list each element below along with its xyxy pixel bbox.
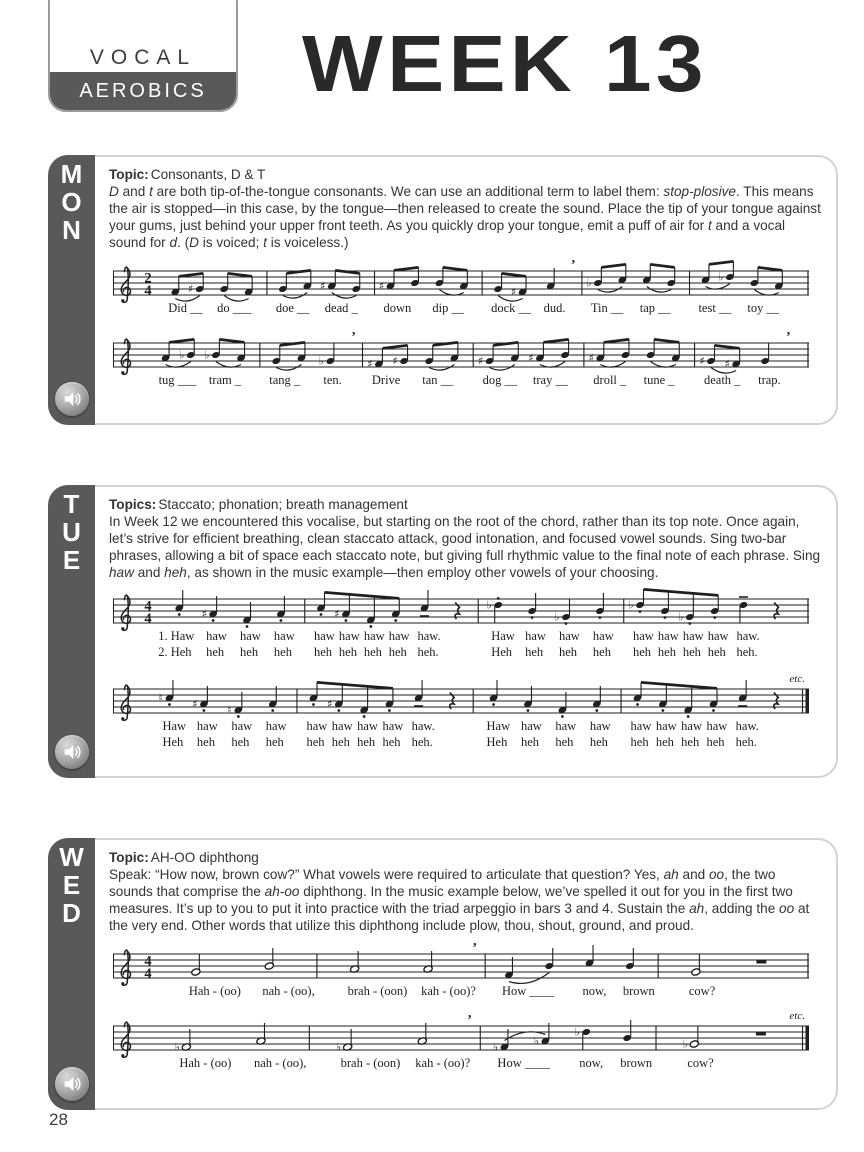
panel-monday — [48, 155, 838, 425]
svg-text:dock __: dock __ — [491, 301, 532, 315]
svg-text:haw: haw — [388, 629, 410, 643]
svg-text:do ___: do ___ — [217, 301, 252, 315]
svg-text:heh: heh — [382, 735, 401, 749]
music-staff-2 — [111, 327, 811, 395]
day-label-wed — [48, 843, 95, 927]
svg-text:brown: brown — [620, 1056, 653, 1070]
svg-text:haw: haw — [357, 719, 378, 733]
day-tab-wed — [48, 838, 95, 1110]
svg-text:tang _: tang _ — [269, 373, 301, 387]
svg-text:heh: heh — [632, 645, 652, 659]
svg-text:haw: haw — [555, 719, 577, 733]
svg-text:cow?: cow? — [687, 1056, 714, 1070]
svg-text:heh: heh — [525, 645, 544, 659]
svg-text:trap.: trap. — [758, 373, 781, 387]
music-staff-2 — [111, 1010, 811, 1078]
svg-text:heh: heh — [707, 645, 726, 659]
logo-vocal-text: VOCAL — [89, 46, 197, 69]
svg-text:haw: haw — [657, 629, 679, 643]
svg-text:♯: ♯ — [724, 357, 730, 371]
audio-button-wed[interactable] — [55, 1067, 89, 1101]
svg-text:Did __: Did __ — [168, 301, 203, 315]
topic-text: AH-OO diphthong — [150, 850, 259, 865]
svg-text:♭: ♭ — [486, 598, 492, 612]
svg-text:heh: heh — [630, 735, 649, 749]
svg-text:dog __: dog __ — [482, 373, 517, 387]
svg-text:♯: ♯ — [327, 697, 333, 711]
svg-text:down: down — [383, 301, 412, 315]
svg-text:heh: heh — [681, 735, 700, 749]
svg-text:dip __: dip __ — [432, 301, 464, 315]
day-tab-tue — [48, 485, 95, 778]
svg-text:’: ’ — [467, 1013, 472, 1028]
panel-tuesday — [48, 485, 838, 778]
svg-text:2: 2 — [144, 270, 152, 287]
svg-text:♭: ♭ — [628, 598, 634, 612]
svg-text:heh: heh — [363, 645, 382, 659]
svg-text:haw: haw — [589, 719, 611, 733]
svg-text:♭: ♭ — [533, 1034, 539, 1048]
speaker-icon — [61, 741, 83, 763]
svg-text:2. Heh: 2. Heh — [158, 645, 192, 659]
svg-text:heh: heh — [589, 735, 608, 749]
svg-text:♭: ♭ — [174, 1040, 180, 1054]
svg-text:♭: ♭ — [554, 610, 560, 624]
svg-text:heh: heh — [265, 735, 284, 749]
svg-text:Heh: Heh — [162, 735, 184, 749]
svg-text:heh: heh — [706, 735, 725, 749]
svg-text:haw: haw — [655, 719, 677, 733]
svg-text:haw.: haw. — [417, 629, 441, 643]
svg-text:haw: haw — [314, 629, 335, 643]
svg-text:nah - (oo),: nah - (oo), — [262, 984, 315, 998]
topic-line — [109, 166, 823, 183]
svg-text:toy __: toy __ — [747, 301, 779, 315]
topic-line — [109, 849, 823, 866]
svg-text:tram _: tram _ — [208, 373, 242, 387]
svg-text:4: 4 — [144, 965, 152, 982]
svg-text:heh: heh — [559, 645, 578, 659]
topic-line — [109, 496, 823, 513]
svg-text:tan __: tan __ — [422, 373, 454, 387]
svg-text:haw: haw — [706, 719, 728, 733]
day-letter: O — [61, 187, 82, 217]
svg-text:etc.: etc. — [789, 673, 805, 685]
page-title: WEEK 13 — [302, 19, 708, 108]
svg-text:’: ’ — [351, 330, 356, 345]
topic-text: Staccato; phonation; breath management — [158, 497, 408, 512]
lesson-text: In Week 12 we encountered this vocalise, but starting on the root of the chord, rather than its top note. Once again, let’s strive for efficient breathing, clean staccato attack, good intonation, and focused vowel sounds. Sing two-bar phrases, allowing a bit of space each staccato note, but giving full rhythmic value to the final note of each phrase. Sing haw and heh, as shown in the music example—then employ other vowels of your choosing. — [109, 514, 821, 580]
audio-button-tue[interactable] — [55, 735, 89, 769]
svg-text:ten.: ten. — [323, 373, 342, 387]
vocal-aerobics-logo — [48, 0, 238, 112]
svg-text:test __: test __ — [698, 301, 732, 315]
svg-text:♭: ♭ — [179, 348, 185, 362]
svg-text:Tin __: Tin __ — [590, 301, 624, 315]
svg-text:haw: haw — [306, 719, 328, 733]
svg-text:haw: haw — [206, 629, 227, 643]
speaker-icon — [61, 388, 83, 410]
svg-text:haw: haw — [682, 629, 704, 643]
svg-text:heh: heh — [682, 645, 701, 659]
svg-text:Heh: Heh — [491, 645, 513, 659]
svg-text:♯: ♯ — [588, 351, 594, 365]
svg-text:♯: ♯ — [392, 354, 398, 368]
day-letter: E — [62, 870, 81, 900]
svg-text:nah - (oo),: nah - (oo), — [253, 1056, 307, 1070]
svg-text:Hah - (oo): Hah - (oo) — [188, 984, 241, 998]
svg-text:heh: heh — [206, 645, 225, 659]
topic-text: Consonants, D & T — [150, 167, 266, 182]
lesson-text: D and t are both tip-of-the-tongue consonants. We can use an additional term to label them: stop-plosive. This means the air is stopped—in this case, by the tongue—then released to create the sound. Place the tip of your tongue against your gums, just behind your upper front teeth. As you quickly drop your tongue, emit a puff of air for t and a vocal sound for d. (D is voiced; t is voiceless.) — [109, 184, 821, 250]
svg-text:♯: ♯ — [188, 282, 194, 296]
svg-text:haw: haw — [707, 629, 729, 643]
svg-text:4: 4 — [144, 610, 152, 627]
svg-text:haw: haw — [632, 629, 654, 643]
svg-text:heh: heh — [231, 735, 250, 749]
topic-label: Topics: — [109, 497, 157, 512]
day-letter: T — [63, 489, 80, 519]
svg-text:dead _: dead _ — [324, 301, 358, 315]
svg-text:4: 4 — [144, 282, 152, 299]
day-letter: W — [59, 842, 84, 872]
svg-text:♯: ♯ — [477, 354, 484, 368]
svg-text:haw: haw — [331, 719, 353, 733]
day-letter: N — [62, 215, 81, 245]
day-letter: E — [62, 545, 81, 575]
svg-text:haw: haw — [338, 629, 360, 643]
svg-text:♯: ♯ — [367, 357, 373, 371]
topic-label: Topic: — [109, 850, 149, 865]
day-letter: D — [62, 898, 81, 928]
svg-text:kah - (oo)?: kah - (oo)? — [421, 984, 476, 998]
svg-text:heh.: heh. — [735, 735, 757, 749]
svg-text:tune _: tune _ — [643, 373, 675, 387]
svg-text:haw: haw — [273, 629, 295, 643]
svg-text:4: 4 — [144, 953, 152, 970]
svg-text:heh: heh — [357, 735, 376, 749]
svg-text:etc.: etc. — [789, 1010, 805, 1022]
svg-text:haw: haw — [630, 719, 652, 733]
svg-text:kah - (oo)?: kah - (oo)? — [415, 1056, 471, 1070]
svg-text:haw: haw — [363, 629, 385, 643]
svg-text:heh: heh — [655, 735, 674, 749]
svg-text:heh: heh — [388, 645, 407, 659]
music-staff-1 — [111, 255, 811, 323]
svg-text:Haw: Haw — [162, 719, 187, 733]
svg-text:♯: ♯ — [528, 351, 534, 365]
svg-text:Haw: Haw — [491, 629, 515, 643]
svg-text:brown: brown — [622, 984, 655, 998]
svg-text:haw: haw — [265, 719, 287, 733]
svg-text:♯: ♯ — [201, 607, 207, 621]
svg-text:cow?: cow? — [688, 984, 716, 998]
svg-text:How ____: How ____ — [501, 984, 555, 998]
svg-text:haw: haw — [525, 629, 546, 643]
svg-text:haw: haw — [681, 719, 703, 733]
svg-text:heh: heh — [592, 645, 611, 659]
svg-text:tap __: tap __ — [639, 301, 671, 315]
svg-text:death _: death _ — [703, 373, 741, 387]
speaker-icon — [61, 1073, 83, 1095]
music-staff-1 — [111, 938, 811, 1006]
svg-text:’: ’ — [472, 941, 478, 956]
svg-text:heh: heh — [520, 735, 540, 749]
svg-text:heh: heh — [555, 735, 574, 749]
svg-text:droll _: droll _ — [593, 373, 627, 387]
svg-text:♭: ♭ — [718, 270, 724, 284]
svg-text:♭: ♭ — [318, 354, 324, 368]
svg-text:heh: heh — [338, 645, 357, 659]
svg-text:haw: haw — [231, 719, 253, 733]
svg-text:♭: ♭ — [682, 1037, 688, 1051]
svg-text:brah - (oon): brah - (oon) — [340, 1056, 401, 1070]
svg-text:Hah - (oo): Hah - (oo) — [179, 1056, 232, 1070]
page-number: 28 — [49, 1110, 68, 1129]
svg-text:♮: ♮ — [158, 691, 163, 705]
svg-text:Drive: Drive — [371, 373, 401, 387]
svg-text:heh.: heh. — [417, 645, 439, 659]
svg-text:How ____: How ____ — [497, 1056, 550, 1070]
svg-text:heh: heh — [196, 735, 215, 749]
svg-text:haw: haw — [240, 629, 261, 643]
svg-text:haw: haw — [592, 629, 614, 643]
svg-text:heh: heh — [657, 645, 676, 659]
svg-text:♭: ♭ — [586, 276, 592, 290]
day-letter: M — [60, 159, 83, 189]
svg-text:♯: ♯ — [699, 354, 705, 368]
svg-text:♯: ♯ — [320, 279, 326, 293]
svg-text:now,: now, — [579, 1056, 604, 1070]
day-label-mon — [48, 160, 95, 244]
svg-text:1. Haw: 1. Haw — [158, 629, 195, 643]
svg-text:heh: heh — [314, 645, 333, 659]
music-staff-1 — [111, 583, 811, 671]
panel-content-mon — [97, 157, 836, 395]
svg-text:♭: ♭ — [678, 610, 684, 624]
svg-text:haw: haw — [196, 719, 218, 733]
svg-text:♮: ♮ — [227, 703, 232, 717]
svg-text:’: ’ — [570, 258, 576, 273]
svg-text:haw: haw — [520, 719, 542, 733]
svg-text:brah - (oon): brah - (oon) — [347, 984, 408, 998]
svg-text:4: 4 — [144, 598, 152, 615]
music-staff-2 — [111, 673, 811, 761]
svg-text:dud.: dud. — [543, 301, 566, 315]
svg-text:Heh: Heh — [486, 735, 508, 749]
logo-aerobics-text: AEROBICS — [50, 72, 236, 110]
svg-text:heh: heh — [273, 645, 292, 659]
svg-text:heh: heh — [240, 645, 259, 659]
audio-button-mon[interactable] — [55, 382, 89, 416]
svg-text:heh.: heh. — [411, 735, 433, 749]
svg-text:tug ___: tug ___ — [158, 373, 197, 387]
svg-text:doe __: doe __ — [275, 301, 310, 315]
svg-text:♭: ♭ — [492, 1040, 499, 1054]
day-label-tue — [48, 490, 95, 574]
svg-text:heh: heh — [306, 735, 325, 749]
svg-text:haw.: haw. — [735, 719, 759, 733]
svg-text:now,: now, — [582, 984, 607, 998]
day-letter: U — [62, 517, 81, 547]
svg-text:♯: ♯ — [378, 279, 385, 293]
day-tab-mon — [48, 155, 95, 425]
svg-text:♯: ♯ — [192, 697, 198, 711]
topic-label: Topic: — [109, 167, 149, 182]
svg-text:heh: heh — [331, 735, 350, 749]
svg-text:haw: haw — [559, 629, 580, 643]
svg-text:♯: ♯ — [334, 607, 340, 621]
svg-text:heh.: heh. — [736, 645, 758, 659]
panel-wednesday — [48, 838, 838, 1110]
svg-text:♭: ♭ — [336, 1040, 342, 1054]
svg-text:haw.: haw. — [411, 719, 435, 733]
svg-text:♭: ♭ — [204, 348, 210, 362]
svg-text:tray __: tray __ — [532, 373, 568, 387]
svg-text:♯: ♯ — [510, 285, 517, 299]
svg-text:’: ’ — [785, 330, 791, 345]
panel-content-wed — [97, 840, 836, 1078]
panel-content-tue — [97, 487, 836, 761]
lesson-text: Speak: “How now, brown cow?” What vowels were required to articulate that question? Yes, ah and oo, the two sounds that comprise the ah-oo diphthong. In the music example below, we’ve spelled it out for you in the first two measures. It’s up to you to put it into practice with the triad arpeggio in bars 3 and 4. Sustain the ah, adding the oo at the very end. Other words that utilize this diphthong include plow, thou, shout, ground, and proud. — [109, 867, 810, 933]
svg-text:haw.: haw. — [736, 629, 760, 643]
svg-text:♭: ♭ — [574, 1025, 580, 1039]
svg-text:Haw: Haw — [486, 719, 511, 733]
svg-text:haw: haw — [382, 719, 404, 733]
